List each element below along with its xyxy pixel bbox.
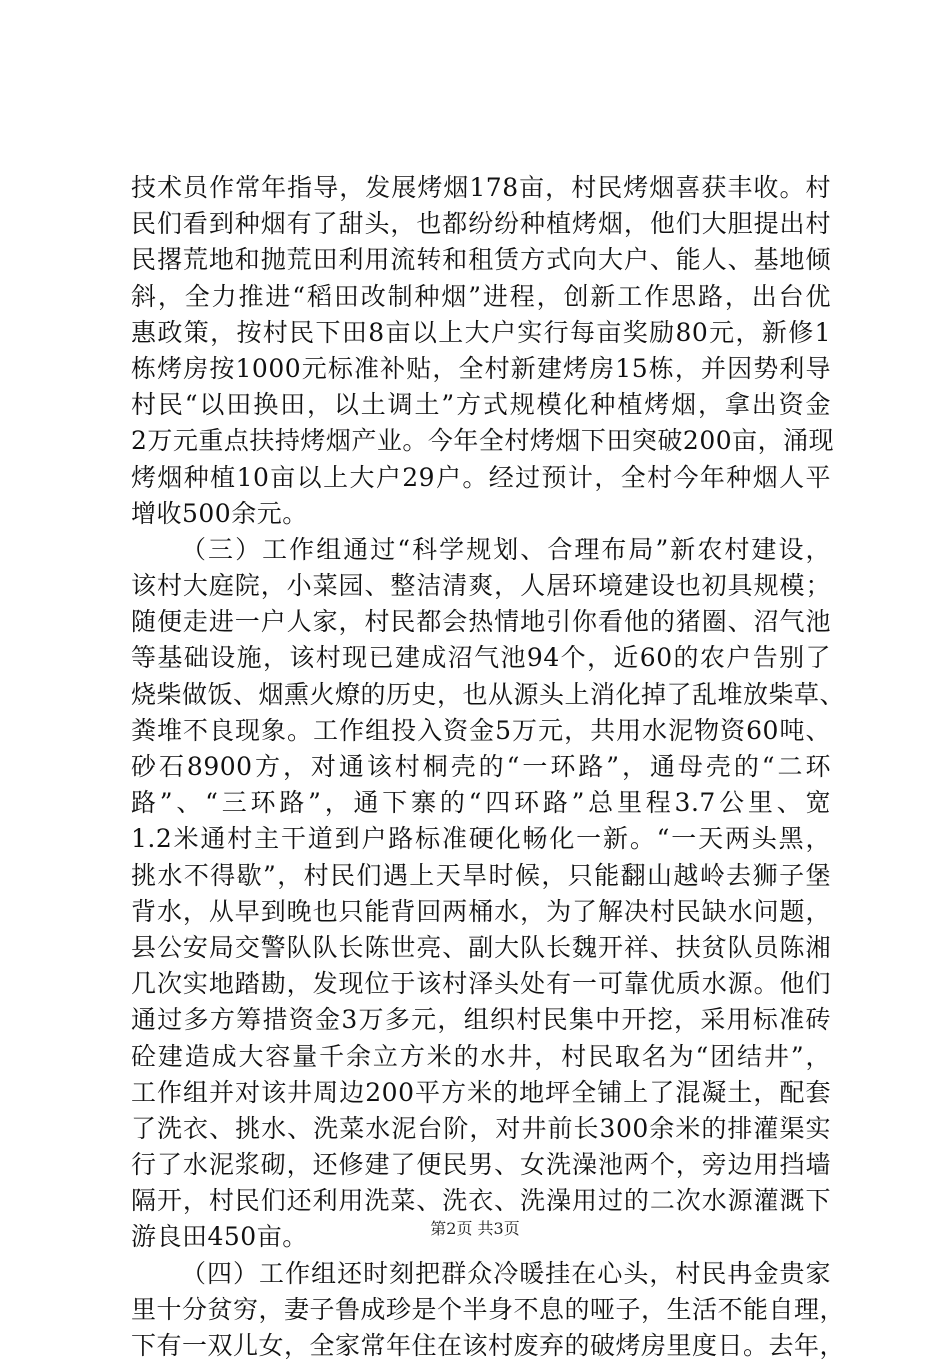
text-line: 1.2米通村主干道到户路标准硬化畅化一新。“一天两头黑，: [131, 824, 831, 854]
text-line: 栋烤房按1000元标准补贴，全村新建烤房15栋，并因势利导: [131, 353, 831, 383]
text-line: 砂石8900方，对通该村桐壳的“一环路”，通母壳的“二环: [131, 752, 831, 781]
text-line: 县公安局交警队队长陈世亮、副大队长魏开祥、扶贫队员陈湘: [131, 932, 831, 962]
text-line: 路”、“三环路”，通下寨的“四环路”总里程3.7公里、宽: [131, 788, 831, 818]
text-line: 游良田450亩。: [131, 1222, 308, 1252]
text-line: 烤烟种植10亩以上大户29户。经过预计，全村今年种烟人平: [131, 462, 831, 492]
text-line: 背水，从早到晚也只能背回两桶水，为了解决村民缺水问题，: [131, 896, 831, 926]
text-line: 村民“以田换田，以土调土”方式规模化种植烤烟，拿出资金: [131, 390, 831, 420]
text-line: 该村大庭院，小菜园、整洁清爽，人居环境建设也初具规模；: [131, 571, 831, 601]
paragraph-section-4: [131, 1256, 846, 1364]
text-line: 里十分贫穷，妻子鲁成珍是个半身不息的哑子，生活不能自理，: [131, 1294, 846, 1324]
text-line: 了洗衣、挑水、洗菜水泥台阶，对井前长300余米的排灌渠实: [131, 1113, 831, 1143]
text-line: 增收500余元。: [131, 498, 308, 528]
page-number-footer: 第2页 共3页: [430, 1219, 520, 1238]
text-line: 工作组并对该井周边200平方米的地坪全铺上了混凝土，配套: [131, 1077, 831, 1107]
text-line: 下有一双儿女，全家常年住在该村废弃的破烤房里度日。去年，: [131, 1331, 846, 1360]
text-line: 惠政策，按村民下田8亩以上大户实行每亩奖励80元，新修1: [131, 317, 831, 347]
text-line: 技术员作常年指导，发展烤烟178亩，村民烤烟喜获丰收。村: [131, 173, 831, 202]
text-line: 粪堆不良现象。工作组投入资金5万元，共用水泥物资60吨、: [131, 715, 831, 745]
text-line: 民们看到种烟有了甜头，也都纷纷种植烤烟，他们大胆提出村: [131, 209, 831, 239]
text-line: 2万元重点扶持烤烟产业。今年全村烤烟下田突破200亩，涌现: [131, 426, 835, 456]
paragraph-1: [131, 170, 835, 532]
document-body: [131, 170, 846, 1364]
text-line: 砼建造成大容量千余立方米的水井，村民取名为“团结井”，: [131, 1041, 831, 1071]
text-line: 通过多方筹措资金3万多元，组织村民集中开挖，采用标准砖: [131, 1005, 831, 1035]
text-line: 等基础设施，该村现已建成沼气池94个，近60的农户告别了: [131, 643, 831, 673]
paragraph-section-3: [131, 532, 846, 1256]
paragraph-first-line: （三）工作组通过“科学规划、合理布局”新农村建设，: [181, 534, 831, 564]
text-line: 随便走进一户人家，村民都会热情地引你看他的猪圈、沼气池: [131, 607, 831, 637]
paragraph-first-line: （四）工作组还时刻把群众冷暖挂在心头，村民冉金贵家: [181, 1258, 831, 1288]
text-line: 烧柴做饭、烟熏火燎的历史，也从源头上消化掉了乱堆放柴草、: [131, 679, 846, 709]
text-line: 挑水不得歇”，村民们遇上天旱时候，只能翻山越岭去狮子堡: [131, 860, 831, 890]
text-line: 斜，全力推进“稻田改制种烟”进程，创新工作思路，出台优: [131, 281, 831, 311]
text-line: 几次实地踏勘，发现位于该村泽头处有一可靠优质水源。他们: [131, 969, 831, 999]
text-line: 隔开，村民们还利用洗菜、洗衣、洗澡用过的二次水源灌溉下: [131, 1186, 831, 1216]
text-line: 民撂荒地和抛荒田利用流转和租赁方式向大户、能人、基地倾: [131, 245, 831, 275]
text-line: 行了水泥浆砌，还修建了便民男、女洗澡池两个，旁边用挡墙: [131, 1150, 831, 1180]
